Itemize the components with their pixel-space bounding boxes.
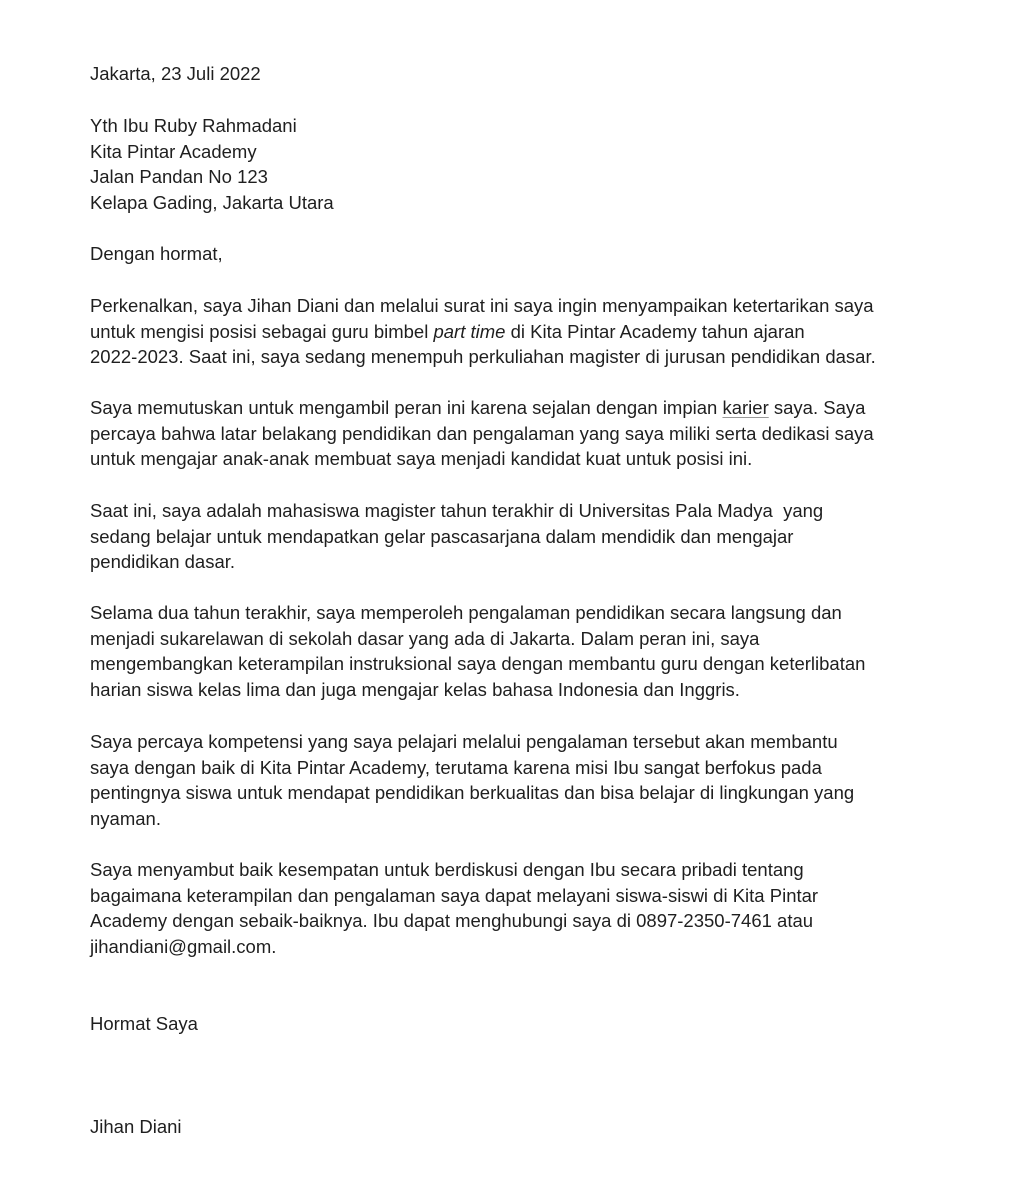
recipient-name: Yth Ibu Ruby Rahmadani — [90, 115, 297, 136]
paragraph-line — [90, 395, 930, 421]
paragraph-line: Selama dua tahun terakhir, saya memperoleh pengalaman pendidikan secara langsung dan — [90, 602, 842, 623]
paragraph-line: 2022-2023. Saat ini, saya sedang menempuh perkuliahan magister di jurusan pendidikan dasar. — [90, 346, 876, 368]
text-segment: di Kita Pintar Academy tahun ajaran — [505, 320, 805, 342]
paragraph-line: untuk mengajar anak-anak membuat saya menjadi kandidat kuat untuk posisi ini. — [90, 448, 753, 470]
paragraph-line: Saya menyambut baik kesempatan untuk berdiskusi dengan Ibu secara pribadi tentang — [90, 859, 804, 880]
paragraph-line: harian siswa kelas lima dan juga mengajar kelas bahasa Indonesia dan Inggris. — [90, 678, 740, 700]
recipient-address — [90, 113, 930, 215]
paragraph-line: jihandiani@gmail.com. — [90, 935, 277, 957]
recipient-street: Jalan Pandan No 123 — [90, 166, 268, 188]
paragraph-line: mengembangkan keterampilan instruksional saya dengan membantu guru dengan keterlibatan — [90, 653, 866, 675]
paragraph-contact — [90, 857, 930, 959]
text-segment: saya. Saya — [768, 397, 866, 418]
paragraph-competence — [90, 729, 930, 831]
paragraph-line: percaya bahwa latar belakang pendidikan dan pengalaman yang saya miliki serta dedikasi saya — [90, 422, 874, 444]
letter-salutation: Dengan hormat, — [90, 243, 223, 264]
paragraph-line: bagaimana keterampilan dan pengalaman saya dapat melayani siswa-siswi di Kita Pintar — [90, 884, 819, 906]
paragraph-motivation — [90, 395, 930, 472]
paragraph-line — [90, 319, 930, 345]
paragraph-line: Saat ini, saya adalah mahasiswa magister tahun terakhir di Universitas Pala Madya yang — [90, 500, 824, 521]
letter-date: Jakarta, 23 Juli 2022 — [90, 63, 261, 84]
spellcheck-underlined-word[interactable]: karier — [722, 397, 769, 418]
paragraph-introduction — [90, 293, 930, 370]
paragraph-line: sedang belajar untuk mendapatkan gelar pascasarjana dalam mendidik dan mengajar — [90, 525, 794, 547]
text-segment: untuk mengisi posisi sebagai guru bimbel — [90, 320, 434, 342]
paragraph-line: pendidikan dasar. — [90, 551, 236, 573]
recipient-organization: Kita Pintar Academy — [90, 140, 257, 162]
paragraph-line: nyaman. — [90, 807, 161, 829]
paragraph-line: saya dengan baik di Kita Pintar Academy, terutama karena misi Ibu sangat berfokus pada — [90, 756, 822, 778]
signature-name: Jihan Diani — [90, 1116, 182, 1137]
paragraph-line: Academy dengan sebaik-baiknya. Ibu dapat menghubungi saya di 0897-2350-7461 atau — [90, 910, 814, 932]
paragraph-experience — [90, 600, 930, 702]
paragraph-line: menjadi sukarelawan di sekolah dasar yang ada di Jakarta. Dalam peran ini, saya — [90, 627, 760, 649]
letter-closing: Hormat Saya — [90, 1013, 198, 1034]
recipient-city: Kelapa Gading, Jakarta Utara — [90, 191, 334, 213]
paragraph-education — [90, 498, 930, 575]
paragraph-line: Saya percaya kompetensi yang saya pelajari melalui pengalaman tersebut akan membantu — [90, 731, 838, 752]
paragraph-line: Perkenalkan, saya Jihan Diani dan melalui surat ini saya ingin menyampaikan ketertarikan saya — [90, 295, 874, 316]
text-segment: Saya memutuskan untuk mengambil peran ini karena sejalan dengan impian — [90, 397, 723, 418]
paragraph-line: pentingnya siswa untuk mendapat pendidikan berkualitas dan bisa belajar di lingkungan yang — [90, 782, 855, 804]
italic-text: part time — [433, 320, 506, 342]
